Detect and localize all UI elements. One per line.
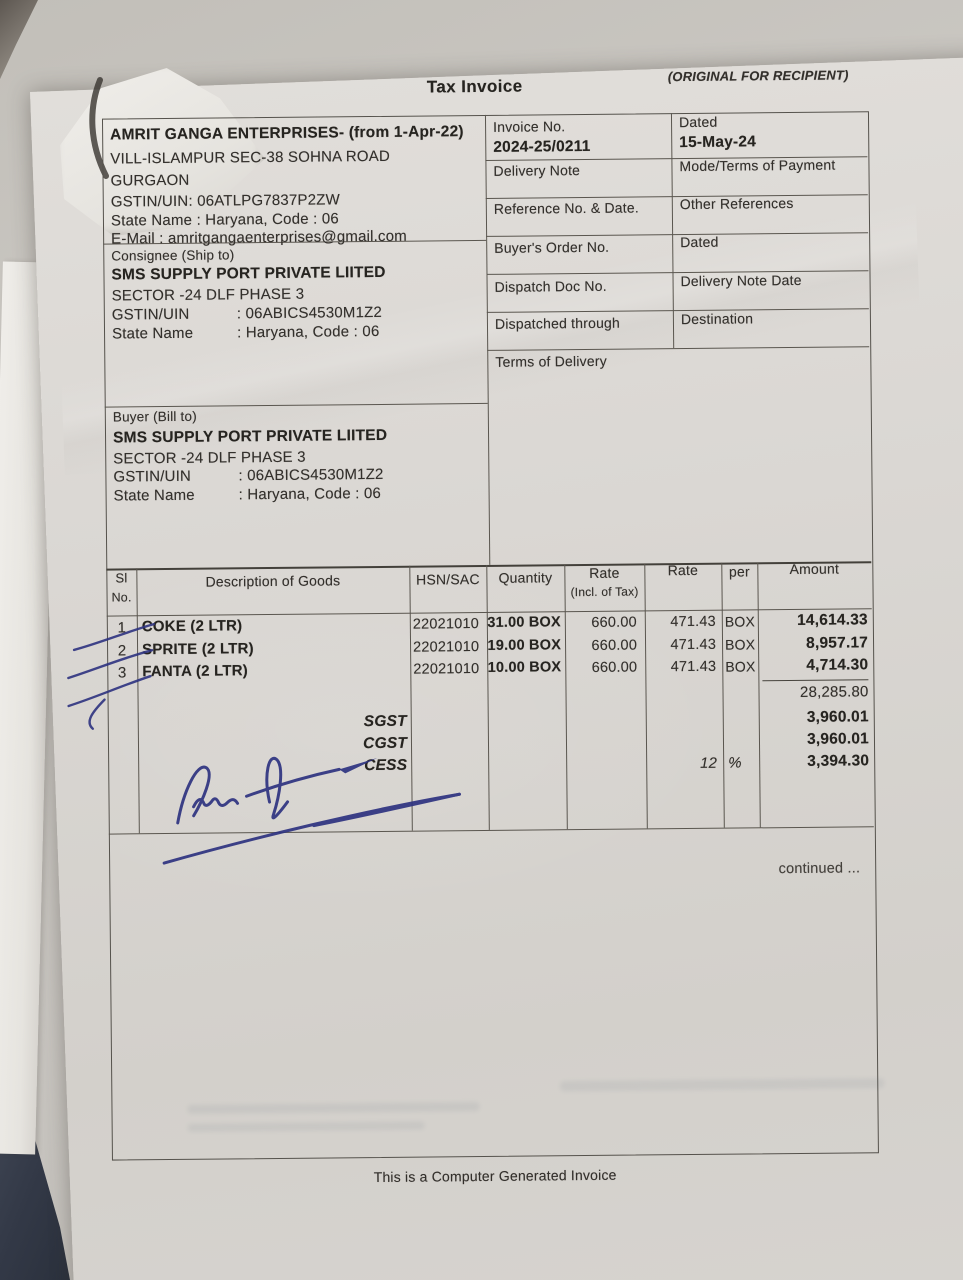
col-header-no: No. bbox=[111, 590, 132, 605]
item-amount: 14,614.33 bbox=[796, 611, 868, 629]
col-header-quantity: Quantity bbox=[498, 569, 553, 586]
item-quantity: 10.00 BOX bbox=[487, 659, 562, 676]
delivery-note-date-label: Delivery Note Date bbox=[680, 271, 802, 290]
tax-amount-sgst: 3,960.01 bbox=[806, 708, 869, 726]
order-dated-label: Dated bbox=[680, 233, 719, 251]
item-description: COKE (2 LTR) bbox=[141, 617, 243, 636]
buyer-gstin-value: : 06ABICS4530M1Z2 bbox=[238, 465, 384, 485]
subtotal-amount: 28,285.80 bbox=[799, 683, 869, 701]
col-header-sl: Sl bbox=[115, 570, 128, 586]
cess-per: % bbox=[728, 754, 742, 772]
item-sl: 3 bbox=[117, 664, 127, 682]
consignee-gstin-label: GSTIN/UIN bbox=[111, 305, 190, 324]
consignee-state-label: State Name bbox=[111, 324, 194, 343]
col-header-description: Description of Goods bbox=[205, 572, 341, 590]
terms-of-delivery-label: Terms of Delivery bbox=[495, 352, 607, 370]
buyer-gstin-label: GSTIN/UIN bbox=[113, 467, 192, 486]
seller-address-2: GURGAON bbox=[110, 171, 190, 190]
footer-note: This is a Computer Generated Invoice bbox=[373, 1166, 617, 1186]
buyer-address: SECTOR -24 DLF PHASE 3 bbox=[113, 448, 306, 468]
item-hsn: 22021010 bbox=[412, 616, 480, 633]
tax-amount-cgst: 3,960.01 bbox=[806, 730, 870, 748]
item-rate-incl: 660.00 bbox=[591, 614, 637, 631]
item-rate: 471.43 bbox=[670, 613, 716, 631]
invoice-no-value: 2024-25/0211 bbox=[493, 137, 591, 156]
invoice-no-label: Invoice No. bbox=[492, 118, 566, 135]
buyers-order-label: Buyer's Order No. bbox=[494, 238, 610, 256]
delivery-note-label: Delivery Note bbox=[493, 162, 581, 179]
col-header-hsn: HSN/SAC bbox=[416, 571, 480, 588]
cess-rate: 12 bbox=[700, 754, 718, 772]
consignee-state-value: : Haryana, Code : 06 bbox=[236, 322, 380, 342]
item-description: SPRITE (2 LTR) bbox=[141, 640, 254, 659]
seller-name: AMRIT GANGA ENTERPRISES- (from 1-Apr-22) bbox=[110, 123, 464, 144]
consignee-address: SECTOR -24 DLF PHASE 3 bbox=[111, 285, 305, 305]
destination-label: Destination bbox=[680, 310, 754, 328]
col-header-rate-incl: Rate bbox=[589, 564, 620, 581]
col-header-per: per bbox=[728, 563, 750, 580]
item-rate: 471.43 bbox=[670, 636, 717, 654]
payment-terms-label: Mode/Terms of Payment bbox=[679, 156, 836, 175]
consignee-heading: Consignee (Ship to) bbox=[111, 247, 235, 264]
item-per: BOX bbox=[724, 613, 756, 630]
tax-label-cgst: CGST bbox=[363, 734, 408, 753]
tax-amount-cess: 3,394.30 bbox=[807, 752, 870, 770]
item-per: BOX bbox=[724, 636, 756, 653]
tax-label-cess: CESS bbox=[364, 756, 408, 775]
dated-label: Dated bbox=[678, 113, 718, 131]
seller-state: State Name : Haryana, Code : 06 bbox=[110, 210, 340, 230]
consignee-name: SMS SUPPLY PORT PRIVATE LIITED bbox=[111, 263, 386, 284]
page-title: Tax Invoice bbox=[426, 76, 523, 97]
item-quantity: 19.00 BOX bbox=[487, 637, 562, 654]
dispatched-through-label: Dispatched through bbox=[494, 314, 621, 332]
item-amount: 8,957.17 bbox=[806, 634, 869, 652]
col-header-amount: Amount bbox=[789, 560, 840, 578]
col-header-rate: Rate bbox=[667, 561, 699, 579]
reference-label: Reference No. & Date. bbox=[493, 199, 639, 217]
col-header-rate-incl-sub: (Incl. of Tax) bbox=[570, 584, 639, 600]
buyer-state-value: : Haryana, Code : 06 bbox=[238, 484, 382, 504]
item-sl: 2 bbox=[117, 642, 127, 660]
item-sl: 1 bbox=[117, 619, 127, 637]
other-references-label: Other References bbox=[679, 194, 794, 213]
item-rate-incl: 660.00 bbox=[591, 637, 638, 654]
tax-label-sgst: SGST bbox=[363, 712, 407, 731]
item-description: FANTA (2 LTR) bbox=[142, 662, 249, 681]
continued-note: continued ... bbox=[778, 860, 861, 878]
tick-marks-ink bbox=[58, 601, 169, 742]
buyer-heading: Buyer (Bill to) bbox=[112, 408, 197, 425]
item-per: BOX bbox=[725, 658, 756, 675]
item-rate-incl: 660.00 bbox=[591, 659, 638, 676]
signature-ink bbox=[141, 738, 482, 876]
item-quantity: 31.00 BOX bbox=[487, 614, 561, 631]
seller-address-1: VILL-ISLAMPUR SEC-38 SOHNA ROAD bbox=[110, 147, 391, 168]
buyer-name: SMS SUPPLY PORT PRIVATE LIITED bbox=[112, 426, 388, 447]
item-amount: 4,714.30 bbox=[806, 656, 869, 674]
consignee-gstin-value: : 06ABICS4530M1Z2 bbox=[236, 303, 383, 323]
buyer-state-label: State Name bbox=[113, 486, 195, 505]
dispatch-doc-label: Dispatch Doc No. bbox=[494, 277, 607, 295]
item-hsn: 22021010 bbox=[412, 639, 480, 656]
item-hsn: 22021010 bbox=[413, 661, 480, 678]
dated-value: 15-May-24 bbox=[679, 133, 757, 152]
item-rate: 471.43 bbox=[670, 658, 717, 676]
seller-email: E-Mail : amritgangaenterprises@gmail.com bbox=[111, 227, 408, 248]
seller-gstin: GSTIN/UIN: 06ATLPG7837P2ZW bbox=[110, 191, 341, 211]
copy-type-label: (ORIGINAL FOR RECIPIENT) bbox=[667, 67, 849, 85]
